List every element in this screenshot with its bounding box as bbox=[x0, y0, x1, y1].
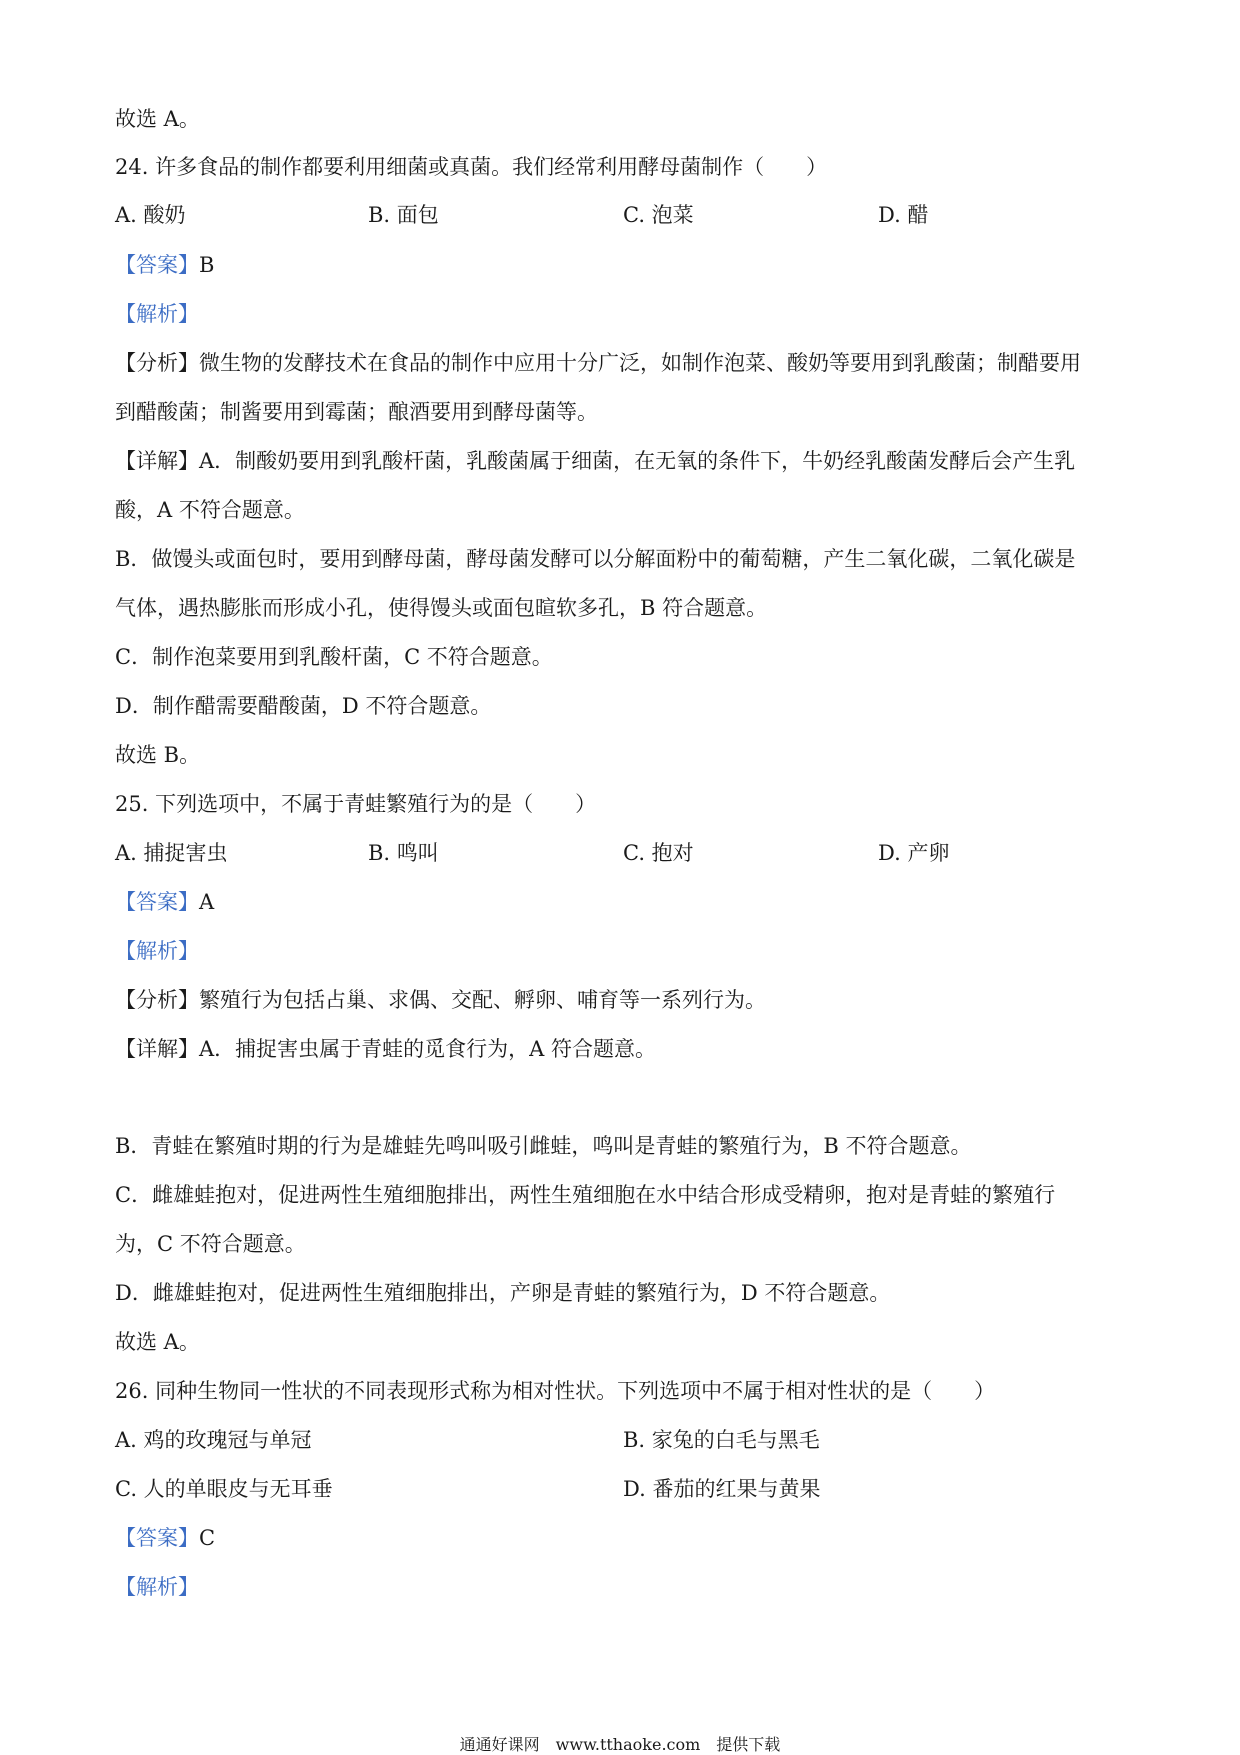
q24-analysis-heading bbox=[115, 299, 199, 329]
q26-option-a: A. 鸡的玫瑰冠与单冠 bbox=[115, 1428, 312, 1452]
q25-detail-a: 【详解】A．捕捉害虫属于青蛙的觅食行为，A 符合题意。 bbox=[115, 1037, 657, 1061]
q25-explain: 【分析】繁殖行为包括占巢、求偶、交配、孵卵、哺育等一系列行为。 bbox=[115, 988, 766, 1012]
page-footer: 通通好课网 www.tthaoke.com 提供下载 bbox=[459, 1735, 781, 1754]
question-26: 26. 同种生物同一性状的不同表现形式称为相对性状。下列选项中不属于相对性状的是（ ） bbox=[115, 1379, 996, 1403]
q26-option-c: C. 人的单眼皮与无耳垂 bbox=[115, 1477, 333, 1501]
q24-detail-line-2: 酸，A 不符合题意。 bbox=[115, 498, 305, 522]
q24-answer bbox=[115, 250, 214, 280]
q24-option-c: C. 泡菜 bbox=[623, 203, 694, 227]
q26-analysis-heading bbox=[115, 1572, 199, 1602]
answer-tag: 【答案】 bbox=[115, 253, 199, 277]
q24-detail-b-line-2: 气体，遇热膨胀而形成小孔，使得馒头或面包暄软多孔，B 符合题意。 bbox=[115, 596, 768, 620]
fenxi-tag: 【分析】 bbox=[115, 351, 199, 375]
q24-option-b: B. 面包 bbox=[368, 203, 439, 227]
q25-option-b: B. 鸣叫 bbox=[368, 841, 439, 865]
q25-detail-c-line-2: 为，C 不符合题意。 bbox=[115, 1232, 306, 1256]
q24-conclusion: 故选 B。 bbox=[115, 743, 201, 767]
q26-option-d: D. 番茄的红果与黄果 bbox=[623, 1477, 821, 1501]
q25-option-a: A. 捕捉害虫 bbox=[115, 841, 228, 865]
q24-detail-c: C．制作泡菜要用到乳酸杆菌，C 不符合题意。 bbox=[115, 645, 553, 669]
xiangjie-tag: 【详解】 bbox=[115, 1037, 199, 1061]
answer-tag: 【答案】 bbox=[115, 1526, 199, 1550]
q25-option-c: C. 抱对 bbox=[623, 841, 694, 865]
q25-conclusion: 故选 A。 bbox=[115, 1330, 200, 1354]
q26-option-b: B. 家兔的白毛与黑毛 bbox=[623, 1428, 820, 1452]
analysis-tag: 【解析】 bbox=[115, 302, 199, 326]
q25-detail-c-line-1: C．雌雄蛙抱对，促进两性生殖细胞排出，两性生殖细胞在水中结合形成受精卵，抱对是青蛙的繁殖行 bbox=[115, 1183, 1056, 1207]
q24-option-a: A. 酸奶 bbox=[115, 203, 186, 227]
q24-explain-line-1: 【分析】微生物的发酵技术在食品的制作中应用十分广泛，如制作泡菜、酸奶等要用到乳酸菌；制醋要用 bbox=[115, 351, 1081, 375]
xiangjie-tag: 【详解】 bbox=[115, 449, 199, 473]
q25-analysis-heading bbox=[115, 936, 199, 966]
q24-detail-d: D．制作醋需要醋酸菌，D 不符合题意。 bbox=[115, 694, 492, 718]
q25-option-d: D. 产卵 bbox=[878, 841, 950, 865]
q24-detail-b-line-1: B．做馒头或面包时，要用到酵母菌，酵母菌发酵可以分解面粉中的葡萄糖，产生二氧化碳，二氧化碳是 bbox=[115, 547, 1076, 571]
q25-detail-d: D．雌雄蛙抱对，促进两性生殖细胞排出，产卵是青蛙的繁殖行为，D 不符合题意。 bbox=[115, 1281, 891, 1305]
q26-answer bbox=[115, 1523, 215, 1553]
q26-answer-value: C bbox=[199, 1526, 216, 1550]
q24-explain-line-2: 到醋酸菌；制酱要用到霉菌；酿酒要用到酵母菌等。 bbox=[115, 400, 598, 424]
q25-answer-value: A bbox=[199, 890, 215, 914]
conclusion-q23: 故选 A。 bbox=[115, 107, 200, 131]
analysis-tag: 【解析】 bbox=[115, 939, 199, 963]
answer-tag: 【答案】 bbox=[115, 890, 199, 914]
analysis-tag: 【解析】 bbox=[115, 1575, 199, 1599]
q24-answer-value: B bbox=[199, 253, 215, 277]
question-24: 24. 许多食品的制作都要利用细菌或真菌。我们经常利用酵母菌制作（ ） bbox=[115, 155, 828, 179]
question-25: 25. 下列选项中，不属于青蛙繁殖行为的是（ ） bbox=[115, 792, 597, 816]
q25-answer bbox=[115, 887, 214, 917]
fenxi-tag: 【分析】 bbox=[115, 988, 199, 1012]
q24-detail-line-1: 【详解】A．制酸奶要用到乳酸杆菌，乳酸菌属于细菌，在无氧的条件下，牛奶经乳酸菌发酵后会产生乳 bbox=[115, 449, 1076, 473]
q25-detail-b: B．青蛙在繁殖时期的行为是雄蛙先鸣叫吸引雌蛙，鸣叫是青蛙的繁殖行为，B 不符合题意。 bbox=[115, 1134, 972, 1158]
q24-option-d: D. 醋 bbox=[878, 203, 929, 227]
